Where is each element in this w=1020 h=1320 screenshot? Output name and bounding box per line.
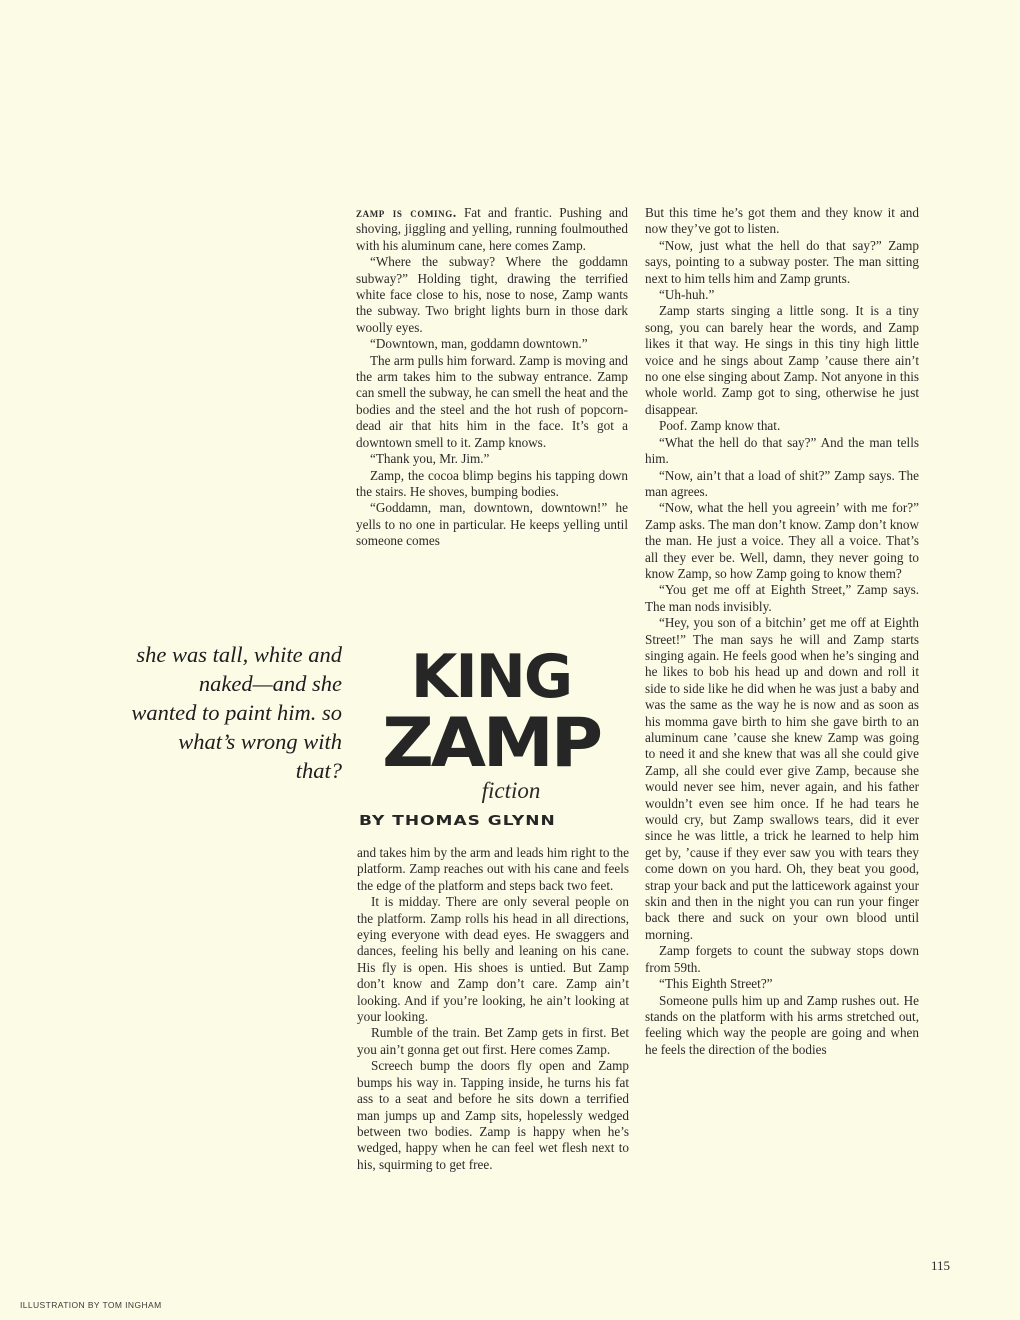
story-lead-in: zamp is coming. xyxy=(356,205,457,220)
story-paragraph xyxy=(645,468,919,501)
story-paragraph xyxy=(357,1058,629,1173)
story-paragraph-text: Fat and frantic. Pushing and shoving, jiggling and yelling, running foulmouthed with his aluminum cane, here comes Zamp. xyxy=(356,205,629,253)
story-paragraph-text: “Thank you, Mr. Jim.” xyxy=(370,451,490,467)
story-paragraph-text: “Now, ain’t that a load of shit?” Zamp says. The man agrees. xyxy=(645,467,919,499)
story-paragraph xyxy=(645,303,919,418)
story-paragraph-text: “What the hell do that say?” And the man tells him. xyxy=(645,434,919,467)
story-paragraph-text: Poof. Zamp know that. xyxy=(659,418,781,434)
story-paragraph-text: and takes him by the arm and leads him right to the platform. Zamp reaches out with his cane and feels the edge of the platform and steps back two feet. xyxy=(357,845,629,893)
story-paragraph-text: “Downtown, man, goddamn downtown.” xyxy=(370,336,588,352)
story-paragraph-text: But this time he’s got them and they know it and now they’ve got to listen. xyxy=(645,205,919,237)
story-paragraph-text: “This Eighth Street?” xyxy=(659,976,773,992)
story-paragraph xyxy=(645,500,919,582)
story-paragraph xyxy=(357,1025,629,1058)
story-paragraph xyxy=(645,238,919,287)
story-paragraph xyxy=(356,500,628,549)
pull-quote: she was tall, white and naked—and she wanted to paint him. so what’s wrong with that? xyxy=(131,642,342,783)
story-paragraph-text: “Uh-huh.” xyxy=(659,287,715,303)
story-column-1 xyxy=(356,205,628,550)
illustration-credit: ILLUSTRATION BY TOM INGHAM xyxy=(20,1300,162,1310)
title-line-king: KING xyxy=(410,645,572,710)
story-paragraph-text: “Now, what the hell you agreein’ with me for?” Zamp asks. The man don’t know. Zamp don’t know the man. He just a voice. They all a voice. That’s all they ever be. Well, damn, they never going to know Zamp, so how Zamp going to know them? xyxy=(645,500,919,581)
story-paragraph xyxy=(357,894,629,1025)
story-paragraph xyxy=(645,993,919,1059)
story-column-2 xyxy=(357,845,629,1173)
story-paragraph-text: Zamp starts singing a little song. It is a tiny song, you can barely hear the words, and Zamp likes it that way. He sings in this tiny high little voice and he sings about Zamp ’cause there ain’t no one else singing about Zamp. Not anyone in this whole world. Zamp got to sing, otherwise he just disappear. xyxy=(645,303,919,417)
story-paragraph xyxy=(645,418,919,434)
story-paragraph xyxy=(645,287,919,303)
story-column-3 xyxy=(645,205,919,1058)
story-paragraph xyxy=(357,845,629,894)
story-paragraph xyxy=(356,336,628,352)
story-paragraph xyxy=(356,205,628,254)
story-paragraph xyxy=(645,943,919,976)
story-paragraph-text: Zamp, the cocoa blimp begins his tapping down the stairs. He shoves, bumping bodies. xyxy=(356,467,628,499)
story-paragraph-text: The arm pulls him forward. Zamp is moving and the arm takes him to the subway entrance. Zamp can smell the subway, he can smell the heat and the bodies and the steel and the hot rush of popcorn-dead air that hits him in the face. It’s got a downtown smell to it. Zamp knows. xyxy=(356,352,628,450)
page-number: 115 xyxy=(931,1258,951,1273)
title-block xyxy=(351,645,631,845)
story-paragraph xyxy=(645,976,919,992)
story-paragraph-text: “Now, just what the hell do that say?” Zamp says, pointing to a subway poster. The man sitting next to him tells him and Zamp grunts. xyxy=(645,237,919,286)
story-paragraph-text: “Where the subway? Where the goddamn subway?” Holding tight, drawing the terrified white face close to his, nose to nose, Zamp wants the subway. Two bright lights burn in those dark woolly eyes. xyxy=(356,254,628,335)
story-paragraph xyxy=(645,615,919,943)
story-paragraph xyxy=(645,582,919,615)
story-paragraph xyxy=(356,254,628,336)
story-paragraph xyxy=(356,451,628,467)
story-paragraph-text: “Goddamn, man, downtown, downtown!” he yells to no one in particular. He keeps yelling until someone comes xyxy=(356,500,628,549)
story-paragraph xyxy=(356,353,628,451)
story-paragraph xyxy=(645,205,919,238)
author-byline: BY THOMAS GLYNN xyxy=(359,813,556,829)
story-paragraph xyxy=(356,468,628,501)
story-paragraph-text: “Hey, you son of a bitchin’ get me off at Eighth Street!” The man says he will and Zamp starts singing again. He feels good when he’s singing and he likes to bob his head up and down and roll it side to side like he did when he was just a baby and was the same as the way he is now and as soon as his momma gave birth to him she gave birth to an aluminum cane ’cause she knew Zamp was going to need it and she knew that was all she could give Zamp, all she could ever give Zamp, because she would never see him, never again, and his father wouldn’t even see him once. If he had tears he would cry, but Zamp swallows tears, did it ever since he was little, a trick he learned to help him get by, ’cause if they ever saw you with tears they come down on you hard. Oh, they beat you good, strap your back and put the latticework against your skin and then in the night you can run your finger back there and suck on your own blood until morning. xyxy=(645,615,919,942)
story-paragraph-text: Screech bump the doors fly open and Zamp bumps his way in. Tapping inside, he turns his fat ass to a seat and before he sits down a terrified man jumps up and Zamp sits, hopelessly wedged between two bodies. Zamp is happy when he’s wedged, happy when he can feel wet flesh next to his, squirming to get free. xyxy=(357,1058,629,1172)
story-paragraph-text: Rumble of the train. Bet Zamp gets in first. Bet you ain’t gonna get out first. Here comes Zamp. xyxy=(357,1025,629,1057)
story-paragraph-text: It is midday. There are only several people on the platform. Zamp rolls his head in all directions, eying everyone with dead eyes. He swaggers and dances, feeling his belly and leaning on his cane. His fly is open. His shoes is untied. But Zamp don’t know and Zamp don’t care. Zamp ain’t looking. And if you’re looking, he ain’t looking at your looking. xyxy=(357,894,629,1025)
genre-label: fiction xyxy=(481,778,541,803)
story-paragraph xyxy=(645,435,919,468)
title-line-zamp: ZAMP xyxy=(382,704,600,783)
story-paragraph-text: “You get me off at Eighth Street,” Zamp says. The man nods invisibly. xyxy=(645,582,919,614)
story-paragraph-text: Zamp forgets to count the subway stops down from 59th. xyxy=(645,943,919,975)
story-paragraph-text: Someone pulls him up and Zamp rushes out. He stands on the platform with his arms stretched out, feeling which way the people are going and when he feels the direction of the bodies xyxy=(645,992,919,1057)
